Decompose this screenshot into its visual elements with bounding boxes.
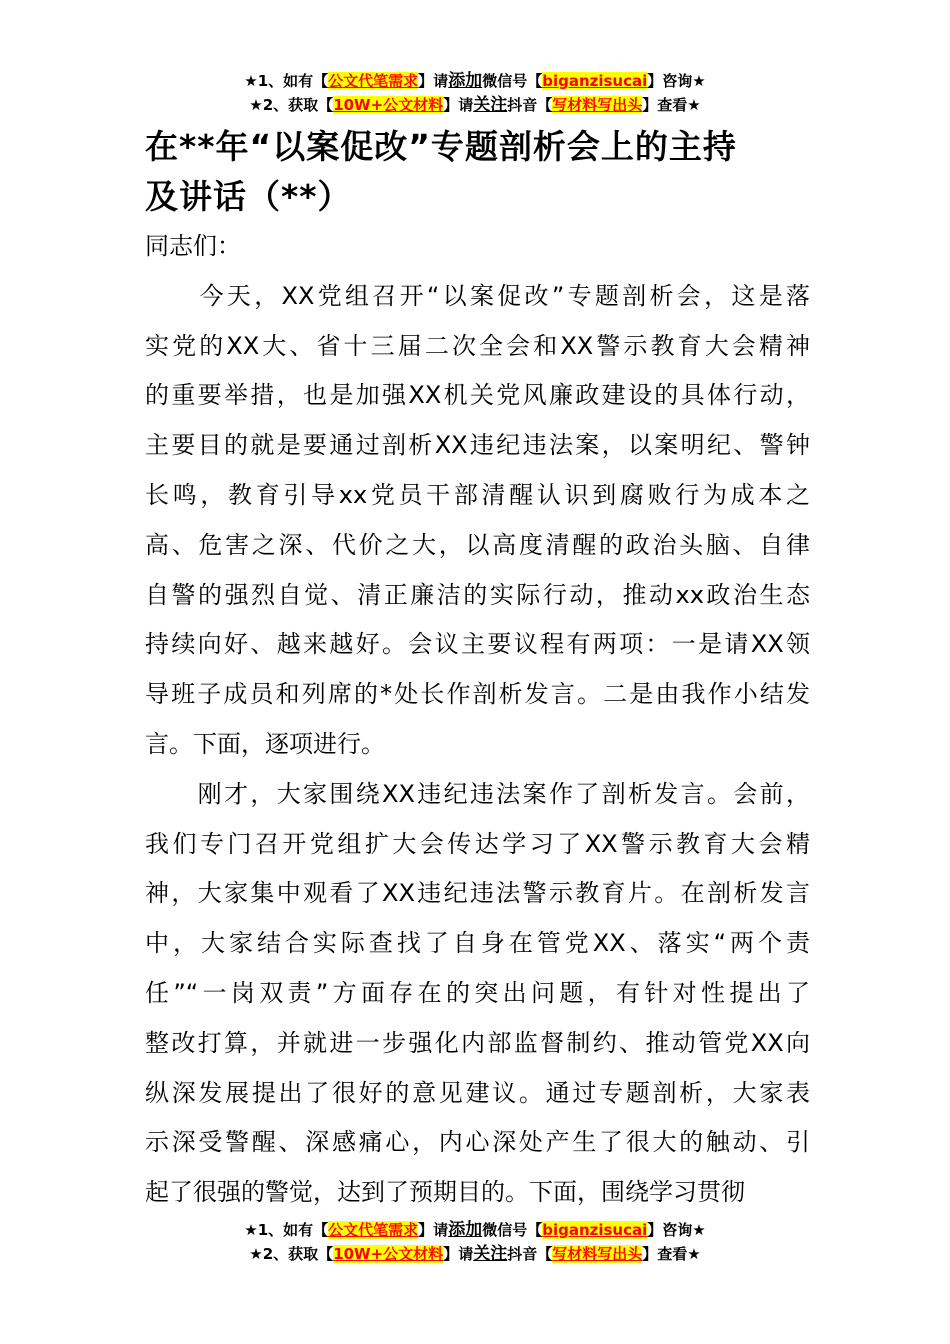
promo-text: 】请: [443, 96, 474, 114]
promo-highlight: 写材料写出头: [552, 96, 643, 114]
promo-highlight: 10W+公文材料: [333, 96, 444, 114]
promo-text: 】咨询★: [647, 1221, 706, 1239]
promo-text: 】请: [418, 72, 449, 90]
body-line: 今天，XX党组召开“以案促改”专题剖析会，这是落: [145, 281, 810, 310]
promo-text: 】查看★: [642, 1245, 701, 1263]
promo-text: ★1、如有【: [244, 72, 329, 90]
body-line: 任”“一岗双责”方面存在的突出问题，有针对性提出了: [145, 978, 810, 1007]
body-line: 持续向好、越来越好。会议主要议程有两项：一是请XX领: [145, 630, 810, 659]
promo-text: 】请: [418, 1221, 449, 1239]
promo-text: 】查看★: [642, 96, 701, 114]
document-body: [145, 222, 810, 1218]
promo-highlight: 公文代笔需求: [328, 1221, 419, 1239]
document-title: [145, 122, 815, 222]
promo-highlight: 公文代笔需求: [328, 72, 419, 90]
body-line: 导班子成员和列席的*处长作剖析发言。二是由我作小结发: [145, 680, 810, 709]
body-line: 高、危害之深、代价之大，以高度清醒的政治头脑、自律: [145, 530, 810, 559]
promo-underline: 关注: [473, 1244, 508, 1264]
promo-text: 抖音【: [507, 1245, 553, 1263]
promo-underline: 关注: [473, 95, 508, 115]
promo-highlight: 10W+公文材料: [333, 1245, 444, 1263]
body-line: 神，大家集中观看了XX违纪违法警示教育片。在剖析发言: [145, 879, 810, 908]
body-line: 实党的XX大、省十三届二次全会和XX警示教育大会精神: [145, 331, 810, 360]
body-line: 起了很强的警觉，达到了预期目的。下面，围绕学习贯彻: [145, 1178, 745, 1207]
promo-text: ★2、获取【: [249, 96, 334, 114]
body-line: 纵深发展提出了很好的意见建议。通过专题剖析，大家表: [145, 1078, 810, 1107]
promo-highlight: 写材料写出头: [552, 1245, 643, 1263]
promo-text: 抖音【: [507, 96, 553, 114]
body-line: 我们专门召开党组扩大会传达学习了XX警示教育大会精: [145, 829, 810, 858]
promo-text: 】咨询★: [647, 72, 706, 90]
body-line: 长鸣，教育引导xx党员干部清醒认识到腐败行为成本之: [145, 480, 810, 509]
promo-line-1: [0, 69, 950, 93]
promo-text: 微信号【: [482, 72, 543, 90]
promo-highlight: biganzisucai: [542, 72, 648, 90]
promo-line-2: [0, 93, 950, 117]
promo-underline: 添加: [448, 1220, 483, 1240]
body-line: 刚才，大家围绕XX违纪违法案作了剖析发言。会前，: [145, 779, 810, 808]
title-line: 在**年“以案促改”专题剖析会上的主持: [145, 127, 737, 166]
promo-line-1: [0, 1218, 950, 1242]
promo-text: ★2、获取【: [249, 1245, 334, 1263]
promo-text: ★1、如有【: [244, 1221, 329, 1239]
body-line: 自警的强烈自觉、清正廉洁的实际行动，推动xx政治生态: [145, 580, 810, 609]
body-line: 的重要举措，也是加强XX机关党风廉政建设的具体行动，: [145, 381, 810, 410]
body-line: 中，大家结合实际查找了自身在管党XX、落实“两个责: [145, 929, 810, 958]
body-line: 同志们：: [145, 232, 241, 260]
body-line: 言。下面，逐项进行。: [145, 729, 385, 758]
title-line: 及讲话（**）: [145, 177, 352, 216]
promo-text: 微信号【: [482, 1221, 543, 1239]
promo-line-2: [0, 1242, 950, 1266]
promo-underline: 添加: [448, 71, 483, 91]
body-line: 示深受警醒、深感痛心，内心深处产生了很大的触动、引: [145, 1128, 810, 1157]
promo-text: 】请: [443, 1245, 474, 1263]
body-line: 主要目的就是要通过剖析XX违纪违法案，以案明纪、警钟: [145, 431, 810, 460]
promo-banner-top: [0, 69, 950, 117]
body-line: 整改打算，并就进一步强化内部监督制约、推动管党XX向: [145, 1028, 810, 1057]
promo-banner-bottom: [0, 1218, 950, 1266]
promo-highlight: biganzisucai: [542, 1221, 648, 1239]
